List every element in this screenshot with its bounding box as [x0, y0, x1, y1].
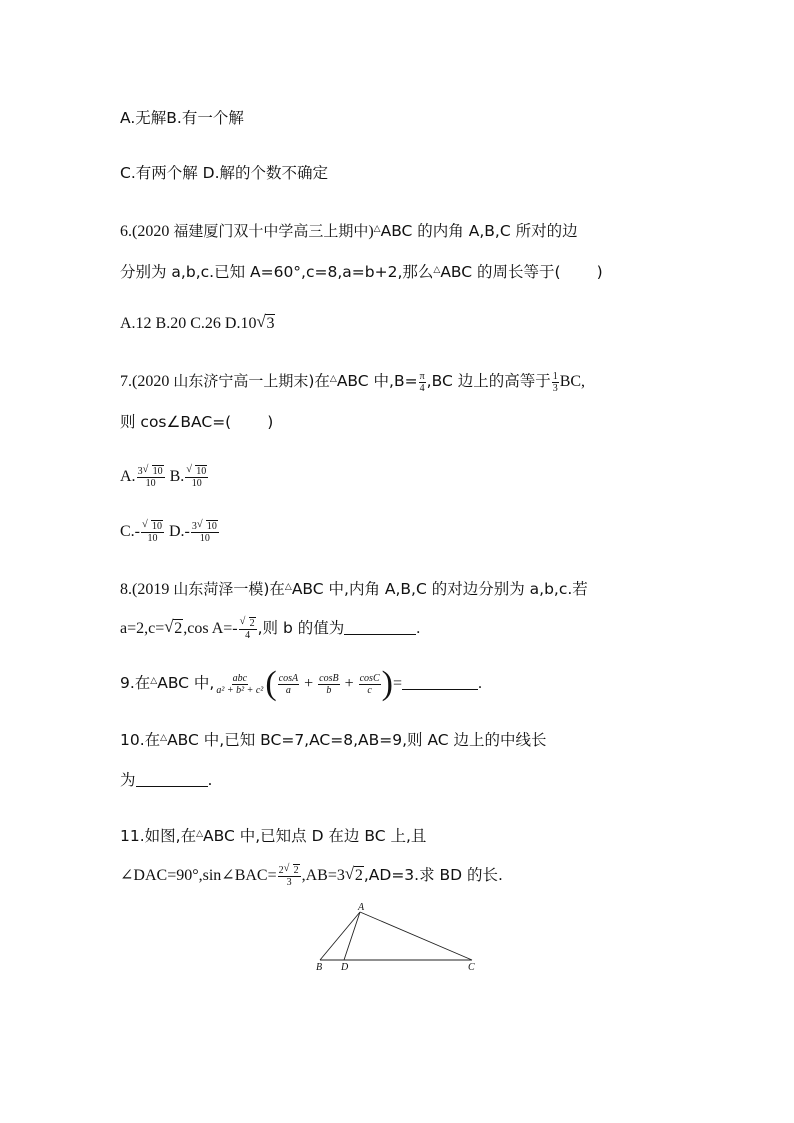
answer-blank[interactable]: [136, 772, 208, 787]
right-paren: ): [381, 665, 393, 702]
fraction-sqrt2-4: √ $\frac{2}{4}$: [239, 618, 257, 641]
q8-source: 山东菏泽一模: [173, 580, 264, 598]
sqrt-3: √ 3: [256, 314, 275, 334]
fraction-cosA-a: $\frac{\cos A}{a}$: [278, 672, 299, 696]
q10-line1: 10.在△ABC 中,已知 BC=7,AC=8,AB=9,则 AC 边上的中线长: [120, 731, 547, 749]
q8-line2: a=2,c=√ 2,cos A=- √ $\frac{2}{4}$ ,则 b 的值为 .: [120, 618, 420, 641]
fraction-1-3: $\frac{1}{3}$: [552, 370, 558, 394]
triangle-symbol: △: [433, 265, 441, 275]
segment-ac: [360, 912, 472, 960]
q6-options: A.12 B.20 C.26 D.10√ 3: [120, 314, 275, 334]
q5-options-ab: A.无解B.有一个解: [120, 109, 244, 127]
fraction-abc: $\frac{\text{abc}}{\text{a² + b² + c²}}$: [216, 672, 264, 696]
left-paren: (: [265, 665, 277, 702]
q7-source: 山东济宁高一上期末: [173, 372, 309, 390]
fraction-cosB-b: $\frac{\cos B}{b}$: [319, 672, 339, 696]
q7-options-cd: C.- √ $\frac{10}{10}$ D.- $\frac{3√ 10}{10}$: [120, 521, 220, 544]
label-c: C: [468, 962, 475, 973]
fraction-neg-sqrt10-10: √ $\frac{10}{10}$: [141, 521, 164, 544]
triangle-symbol: △: [373, 223, 381, 233]
segment-ab: [320, 912, 360, 960]
q5-options-cd: C.有两个解 D.解的个数不确定: [120, 164, 329, 182]
sqrt-2: √ 2: [164, 619, 183, 639]
q7-options-ab: A. $\frac{3√ 10}{10}$ B. √ $\frac{10}{10}$: [120, 466, 209, 489]
q6-line2: 分别为 a,b,c.已知 A=60°,c=8,a=b+2,那么△ABC 的周长等于( ): [120, 263, 603, 281]
q7-line2: 则 cos∠BAC=( ): [120, 413, 274, 431]
fraction-pi-4: $\frac{\pi}{4}$: [419, 370, 425, 394]
sqrt-2: √ 2: [345, 866, 364, 886]
fraction-3sqrt10-10: $\frac{3√ 10}{10}$: [137, 466, 165, 489]
label-a: A: [358, 902, 365, 913]
fraction-2sqrt2-3: $\frac{2√ 2}{3}$: [278, 865, 301, 888]
fraction-cosC-c: $\frac{\cos C}{c}$: [359, 672, 380, 696]
label-b: B: [316, 962, 323, 973]
q7-line1: 7.(2020 山东济宁高一上期末)在△ABC 中,B= $\frac{\pi}{4}$ ,BC 边上的高等于 $\frac{1}{3}$ BC,: [120, 370, 586, 394]
q10-line2: 为 .: [120, 771, 213, 789]
triangle-figure: [310, 900, 490, 980]
answer-blank[interactable]: [344, 620, 416, 635]
q11-line2: ∠DAC=90°,sin∠BAC= $\frac{2√ 2}{3}$ ,AB=3√ 2,AD=3.求 BD 的长.: [120, 865, 503, 888]
fraction-sqrt10-10: √ $\frac{10}{10}$: [185, 466, 208, 489]
fraction-neg-3sqrt10-10: $\frac{3√ 10}{10}$: [191, 521, 219, 544]
label-d: D: [341, 962, 349, 973]
q9-line: 9.在△ABC 中, $\frac{\text{abc}}{\text{a² + b² + c²}}$ ( $\frac{\cos A}{a}$ + $\frac{\cos B}{b}$ + $\frac{\cos C}{c}$ )= .: [120, 665, 482, 702]
segment-ad: [344, 912, 360, 960]
q11-line1: 11.如图,在△ABC 中,已知点 D 在边 BC 上,且: [120, 827, 427, 845]
q6-source: 福建厦门双十中学高三上期中: [173, 222, 369, 240]
q6-line1: 6.(2020 福建厦门双十中学高三上期中)△ABC 的内角 A,B,C 所对的边: [120, 222, 578, 240]
answer-blank[interactable]: [402, 675, 478, 690]
q8-line1: 8.(2019 山东菏泽一模)在△ABC 中,内角 A,B,C 的对边分别为 a,b,c.若: [120, 580, 588, 598]
